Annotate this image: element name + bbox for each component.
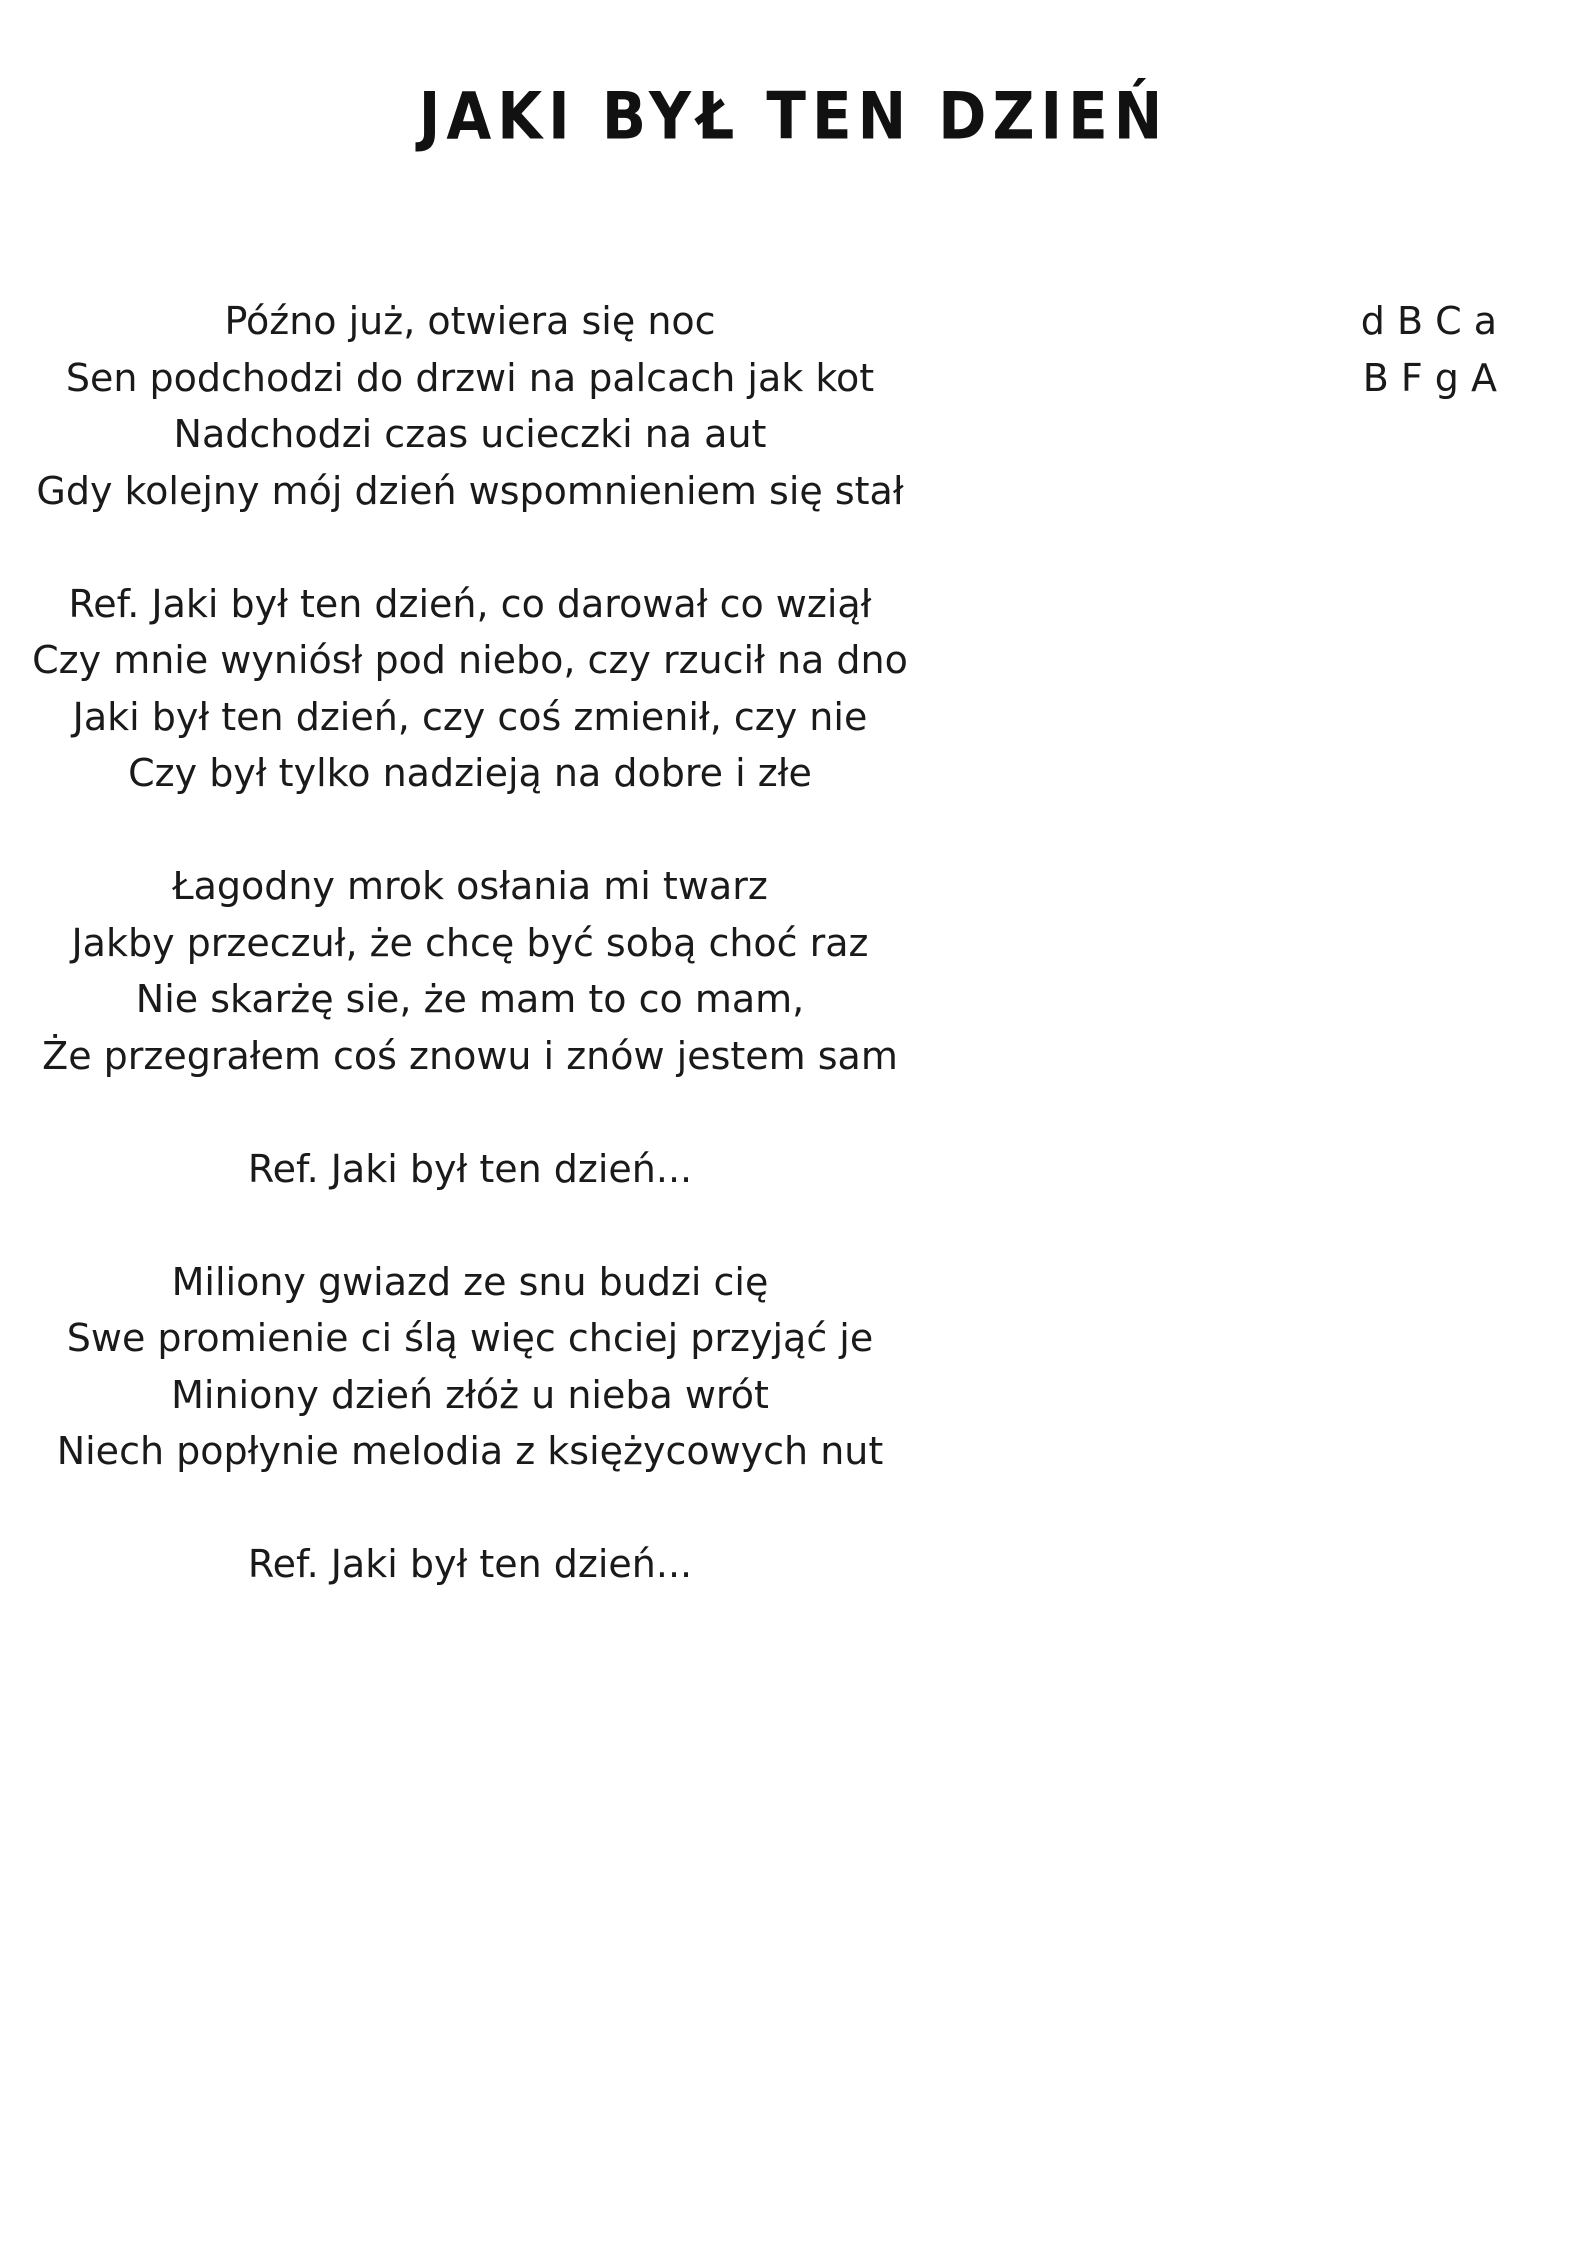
lyric-line: Nie skarżę sie, że mam to co mam, [135,977,805,1021]
song-title: JAKI BYŁ TEN DZIEŃ [418,78,1169,155]
verse-1 [0,293,940,519]
lyric-line: Łagodny mrok osłania mi twarz [172,864,768,908]
chorus-repeat-1 [0,1141,940,1198]
chord-line: B F g A [1362,355,1497,400]
lyrics [0,293,940,1649]
lyric-line: Jaki był ten dzień, czy coś zmienił, czy nie [72,694,868,739]
chords [1257,293,1497,406]
lyric-line: Miliony gwiazd ze snu budzi cię [171,1259,769,1304]
lyric-line: Ref. Jaki był ten dzień... [247,1146,693,1191]
chorus-repeat-2 [0,1536,940,1593]
lyric-line: Że przegrałem coś znowu i znów jestem sam [42,1033,898,1078]
lyric-line: Nadchodzi czas ucieczki na aut [173,412,767,456]
lyric-line: Jakby przeczuł, że chcę być sobą choć raz [71,920,869,965]
lyric-line: Ref. Jaki był ten dzień... [247,1542,693,1586]
verse-2 [0,858,940,1084]
lyric-line: Ref. Jaki był ten dzień, co darował co wziął [68,581,872,626]
chord-line: d B C a [1360,299,1497,343]
lyric-line: Miniony dzień złóż u nieba wrót [171,1372,769,1417]
lyric-line: Swe promienie ci ślą więc chciej przyjąć je [66,1316,874,1360]
lyric-line: Sen podchodzi do drzwi na palcach jak kot [65,355,875,400]
verse-3 [0,1254,940,1480]
lyric-line: Czy mnie wyniósł pod niebo, czy rzucił na dno [32,638,908,682]
lyric-line: Niech popłynie melodia z księżycowych nut [56,1429,884,1473]
lyric-line: Późno już, otwiera się noc [224,299,716,343]
lyric-line: Czy był tylko nadzieją na dobre i złe [128,751,812,795]
chorus [0,576,940,802]
lyric-line: Gdy kolejny mój dzień wspomnieniem się stał [36,468,904,513]
